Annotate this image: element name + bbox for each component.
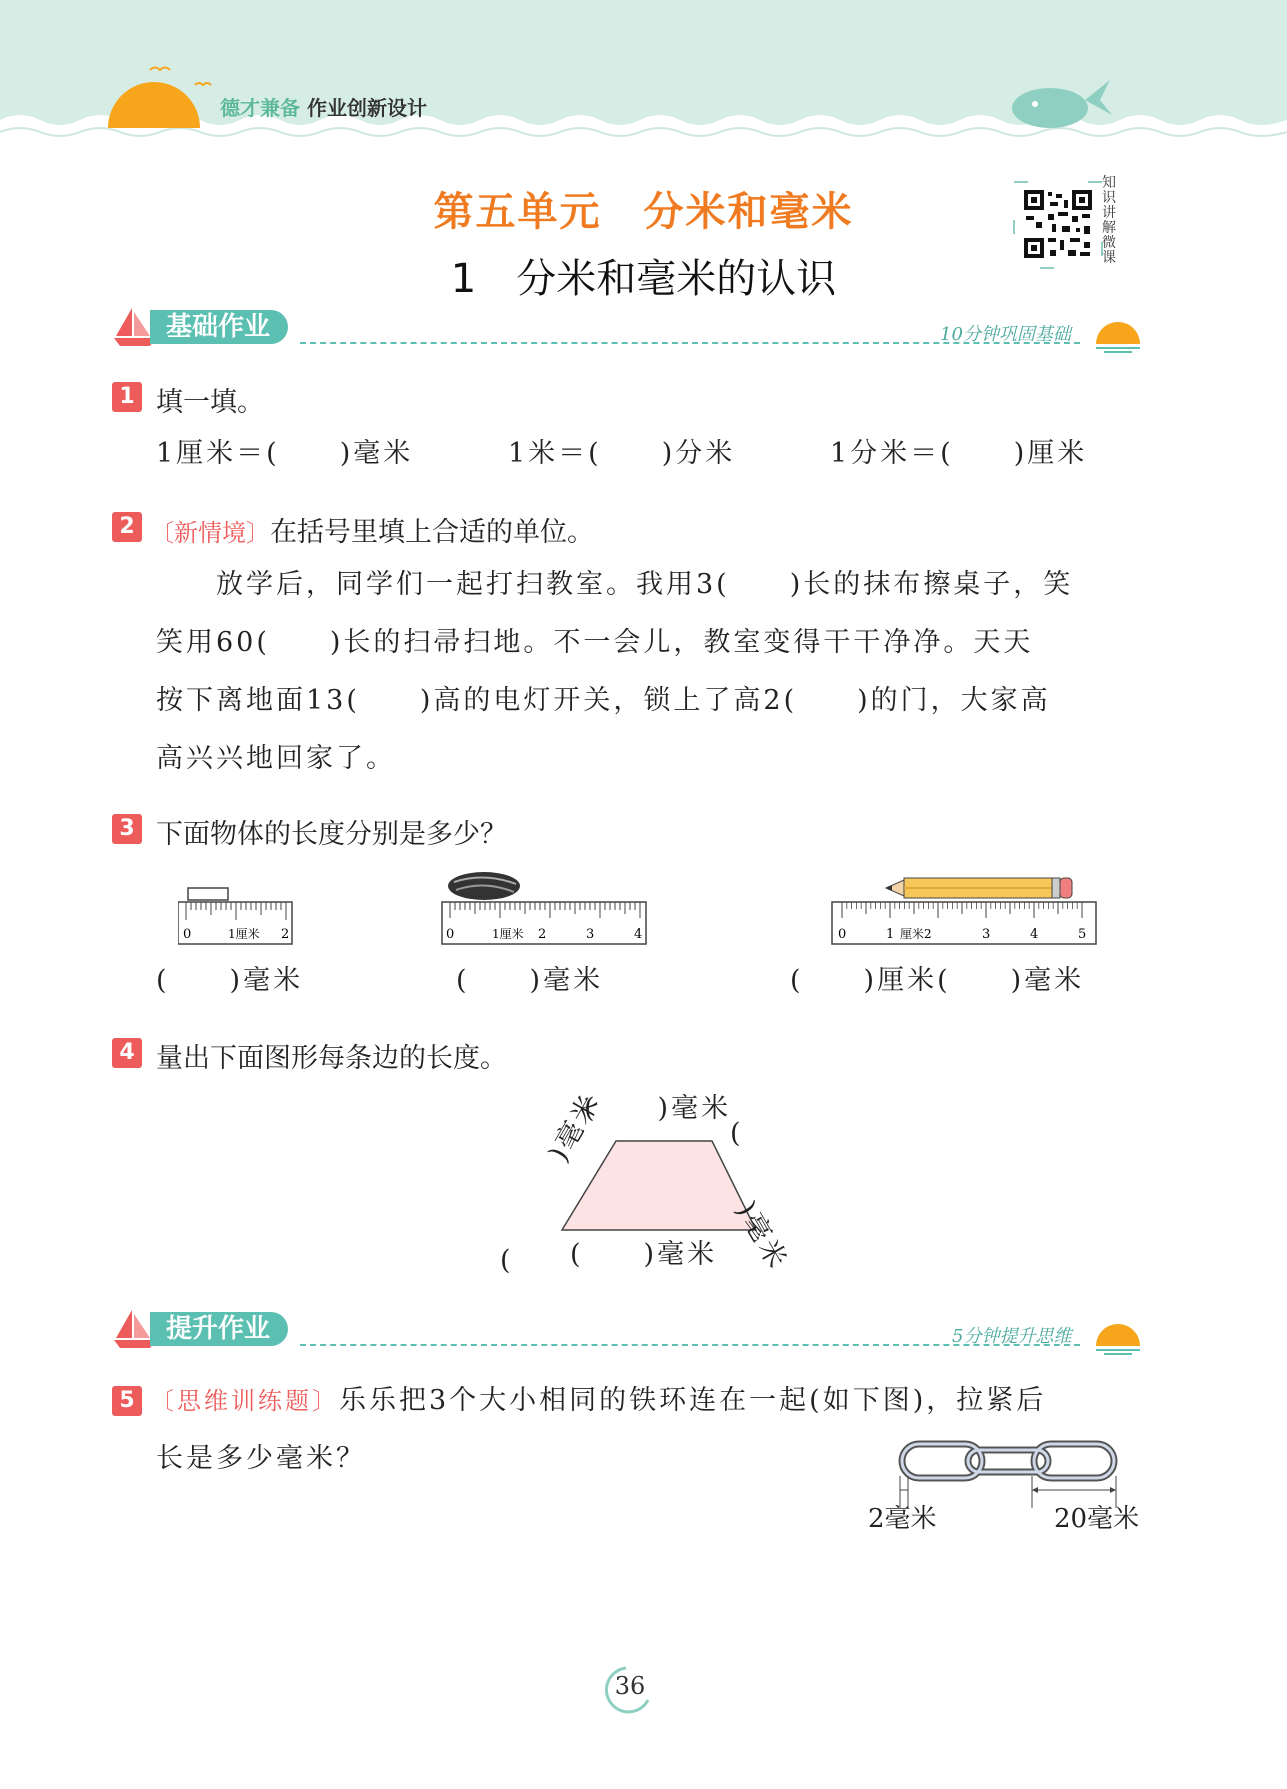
- q1-item-1: 1厘米＝( )毫米: [156, 438, 414, 469]
- seed-icon: [448, 872, 520, 900]
- section-advanced-label: 提升作业: [150, 1312, 288, 1346]
- q3-answer-1: ( )毫米: [156, 965, 304, 996]
- question-number-3: 3: [112, 814, 142, 844]
- q1-prompt: 填一填。: [156, 387, 264, 418]
- ruler-1: [178, 880, 298, 950]
- sunset-icon: [1092, 1320, 1148, 1360]
- q5-tag: 〔思维训练题〕: [150, 1387, 339, 1415]
- q2-line-1: 放学后，同学们一起打扫教室。我用3( )长的抹布擦桌子，笑: [156, 569, 1074, 600]
- q2-line-3: 按下离地面13( )高的电灯开关，锁上了高2( )的门，大家高: [156, 685, 1051, 716]
- ruler-2-label-0: 0: [446, 927, 455, 942]
- q4-right-label: )毫米: [729, 1196, 794, 1276]
- qr-label: 知识讲解微课: [1102, 175, 1116, 266]
- ruler-3-label-1: 1: [886, 927, 895, 942]
- ruler-1-label-2: 2: [281, 927, 290, 942]
- section-basic-note: 10分钟巩固基础: [940, 324, 1071, 345]
- question-number-5: 5: [112, 1386, 142, 1416]
- header-band: [0, 0, 1287, 150]
- ruler-3-label-0: 0: [838, 927, 847, 942]
- q4-left-paren: (: [500, 1245, 514, 1276]
- q2-header: [150, 510, 594, 549]
- q4-left-label: )毫米: [543, 1087, 607, 1167]
- q5-line-1: [150, 1372, 1046, 1430]
- header-decoration: [0, 0, 1287, 150]
- sunset-icon: [1092, 318, 1148, 358]
- ruler-3-label-5: 5: [1078, 927, 1087, 942]
- q1-item-2: 1米＝( )分米: [508, 438, 736, 469]
- q1-item-3: 1分米＝( )厘米: [830, 438, 1088, 469]
- brand: [220, 92, 427, 121]
- ruler-2-label-2: 2: [538, 927, 547, 942]
- ruler-2-label-3: 3: [586, 927, 595, 942]
- q4-prompt: 量出下面图形每条边的长度。: [156, 1043, 507, 1074]
- sun-icon: [108, 82, 200, 128]
- question-number-2: 2: [112, 512, 142, 542]
- section-basic-label: 基础作业: [150, 310, 288, 344]
- q2-line-4: 高兴兴地回家了。: [156, 743, 396, 774]
- q5-line-2: 长是多少毫米？: [156, 1443, 366, 1474]
- qr-code-icon[interactable]: [1012, 180, 1104, 270]
- q3-prompt: 下面物体的长度分别是多少？: [156, 819, 507, 850]
- unit-title: 第五单元 分米和毫米: [433, 189, 854, 235]
- ruler-3-label-3: 3: [982, 927, 991, 942]
- q4-right-paren: (: [730, 1118, 744, 1149]
- q5-text: 乐乐把3个大小相同的铁环连在一起(如下图)，拉紧后: [339, 1385, 1047, 1416]
- q2-prompt: 在括号里填上合适的单位。: [270, 517, 594, 548]
- brand-part2: 作业创新设计: [306, 96, 427, 120]
- q3-answer-2: ( )毫米: [456, 965, 604, 996]
- q2-line-2: 笑用60( )长的扫帚扫地。不一会儿，教室变得干干净净。天天: [156, 627, 1034, 658]
- q4-bottom-label: ( )毫米: [570, 1239, 718, 1270]
- measured-bar: [188, 888, 228, 900]
- whale-icon: [1012, 80, 1112, 128]
- q4-top-label: ( )毫米: [584, 1093, 732, 1124]
- ruler-3: [830, 872, 1102, 952]
- ruler-2-label-1: 1厘米: [492, 927, 524, 941]
- q5-length-label: 20毫米: [1054, 1504, 1140, 1534]
- brand-part1: 德才兼备: [220, 96, 300, 120]
- ruler-3-label-2: 厘米2: [900, 927, 932, 941]
- ruler-1-label-0: 0: [183, 927, 192, 942]
- q2-tag: 〔新情境〕: [150, 519, 270, 547]
- pencil-icon: [886, 878, 1072, 898]
- question-number-4: 4: [112, 1038, 142, 1068]
- q5-thickness-label: 2毫米: [868, 1504, 937, 1534]
- ruler-2-label-4: 4: [634, 927, 643, 942]
- lesson-title: 1 分米和毫米的认识: [450, 256, 837, 302]
- q3-answer-3: ( )厘米( )毫米: [790, 965, 1085, 996]
- page-number: 36: [614, 1672, 646, 1700]
- section-advanced-note: 5分钟提升思维: [952, 1326, 1072, 1347]
- ruler-1-label-1: 1厘米: [228, 927, 260, 941]
- question-number-1: 1: [112, 382, 142, 412]
- ruler-2: [440, 868, 650, 952]
- ruler-3-label-4: 4: [1030, 927, 1039, 942]
